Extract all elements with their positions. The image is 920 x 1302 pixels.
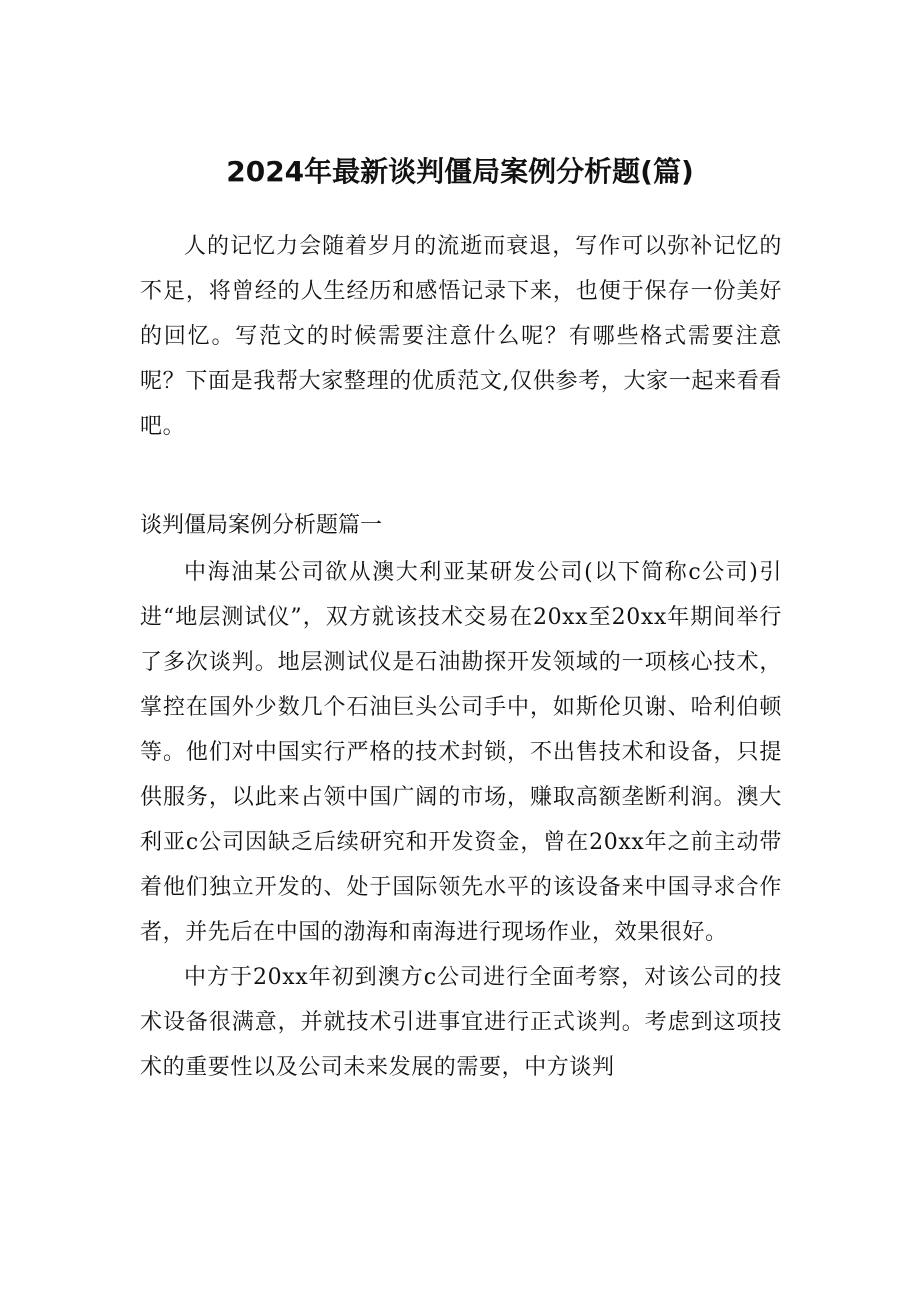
intro-paragraph: 人的记忆力会随着岁月的流逝而衰退，写作可以弥补记忆的不足，将曾经的人生经历和感悟记录下来，也便于保存一份美好的回忆。写范文的时候需要注意什么呢？有哪些格式需要注意呢？下面是我帮大家整理的优质范文,仅供参考，大家一起来看看吧。 — [140, 234, 782, 439]
body-paragraph-1: 中海油某公司欲从澳大利亚某研发公司(以下简称c公司)引进“地层测试仪”，双方就该技术交易在20xx至20xx年期间举行了多次谈判。地层测试仪是石油勘探开发领域的一项核心技术，掌控在国外少数几个石油巨头公司手中，如斯伦贝谢、哈利伯顿等。他们对中国实行严格的技术封锁，不出售技术和设备，只提供服务，以此来占领中国广阔的市场，赚取高额垄断利润。澳大利亚c公司因缺乏后续研究和开发资金，曾在20xx年之前主动带着他们独立开发的、处于国际领先水平的该设备来中国寻求合作者，并先后在中国的渤海和南海进行现场作业，效果很好。 — [140, 560, 782, 945]
section-heading: 谈判僵局案例分析题篇一 — [140, 513, 383, 538]
document-body — [140, 224, 782, 1090]
body-paragraph-2: 中方于20xx年初到澳方c公司进行全面考察，对该公司的技术设备很满意，并就技术引进事宜进行正式谈判。考虑到这项技术的重要性以及公司未来发展的需要，中方谈判 — [140, 965, 782, 1080]
document-title: 2024年最新谈判僵局案例分析题(篇) — [226, 155, 694, 188]
